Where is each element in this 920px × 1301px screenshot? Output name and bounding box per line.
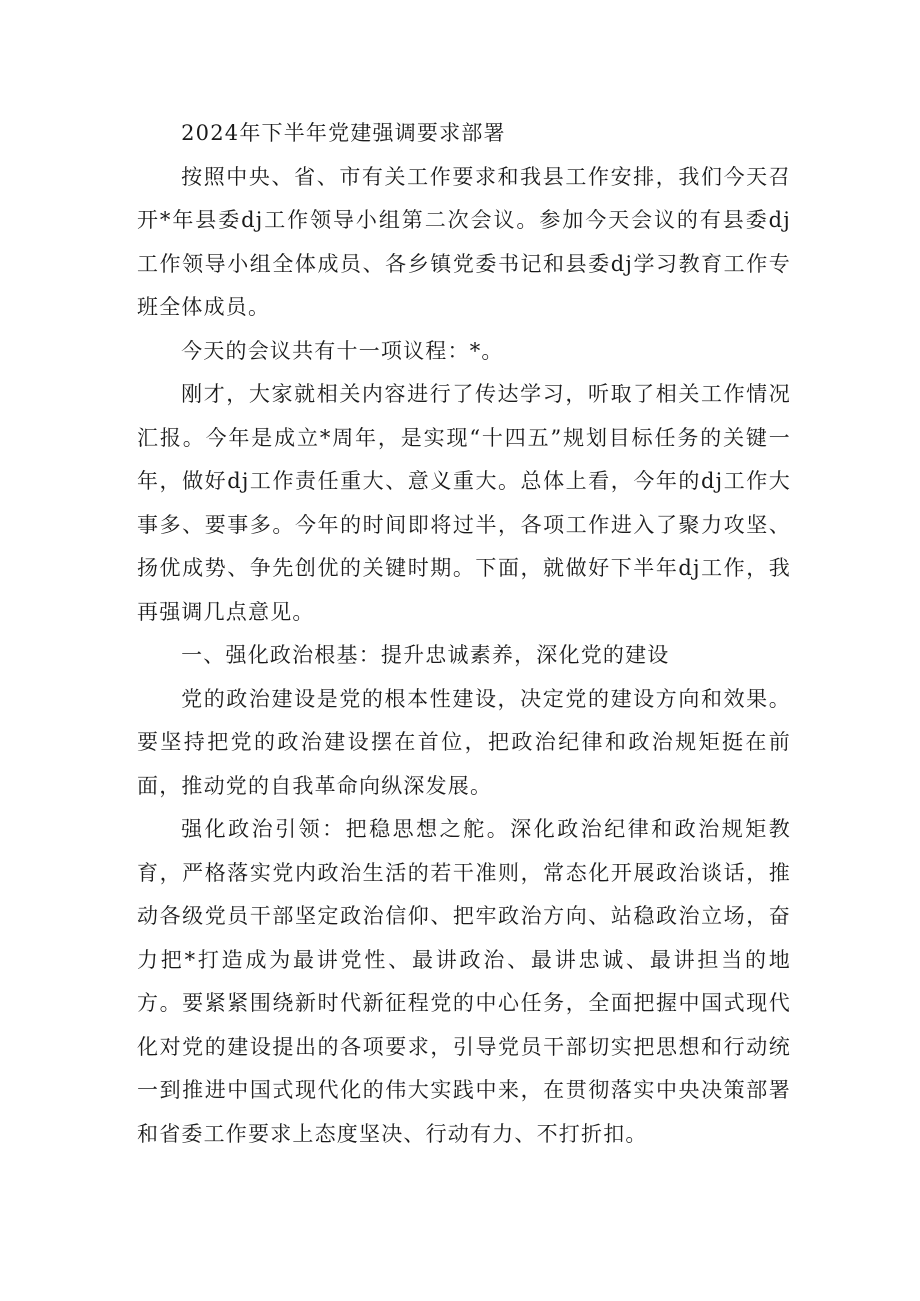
paragraph-overview: 刚才，大家就相关内容进行了传达学习，听取了相关工作情况汇报。今年是成立*周年，是实现“十四五”规划目标任务的关键一年，做好dj工作责任重大、意义重大。总体上看，今年的dj工作大事多、要事多。今年的时间即将过半，各项工作进入了聚力攻坚、扬优成势、争先创优的关键时期。下面，就做好下半年dj工作，我再强调几点意见。	[137, 382, 791, 624]
section-heading: 一、强化政治根基：提升忠诚素养，深化党的建设	[181, 643, 670, 667]
document-title: 2024年下半年党建强调要求部署	[181, 121, 506, 145]
paragraph-political-building: 党的政治建设是党的根本性建设，决定党的建设方向和效果。要坚持把党的政治建设摆在首位，把政治纪律和政治规矩挺在前面，推动党的自我革命向纵深发展。	[137, 686, 791, 798]
paragraph-agenda: 今天的会议共有十一项议程：*。	[181, 338, 504, 363]
paragraph-meeting-intro: 按照中央、省、市有关工作要求和我县工作安排，我们今天召开*年县委dj工作领导小组第二次会议。参加今天会议的有县委dj工作领导小组全体成员、各乡镇党委书记和县委dj学习教育工作专班全体成员。	[137, 164, 791, 319]
document-body	[137, 112, 791, 1156]
paragraph-political-guidance: 强化政治引领：把稳思想之舵。深化政治纪律和政治规矩教育，严格落实党内政治生活的若干准则，常态化开展政治谈话，推动各级党员干部坚定政治信仰、把牢政治方向、站稳政治立场，奋力把*打造成为最讲党性、最讲政治、最讲忠诚、最讲担当的地方。要紧紧围绕新时代新征程党的中心任务，全面把握中国式现代化对党的建设提出的各项要求，引导党员干部切实把思想和行动统一到推进中国式现代化的伟大实践中来，在贯彻落实中央决策部署和省委工作要求上态度坚决、行动有力、不打折扣。	[137, 817, 791, 1146]
